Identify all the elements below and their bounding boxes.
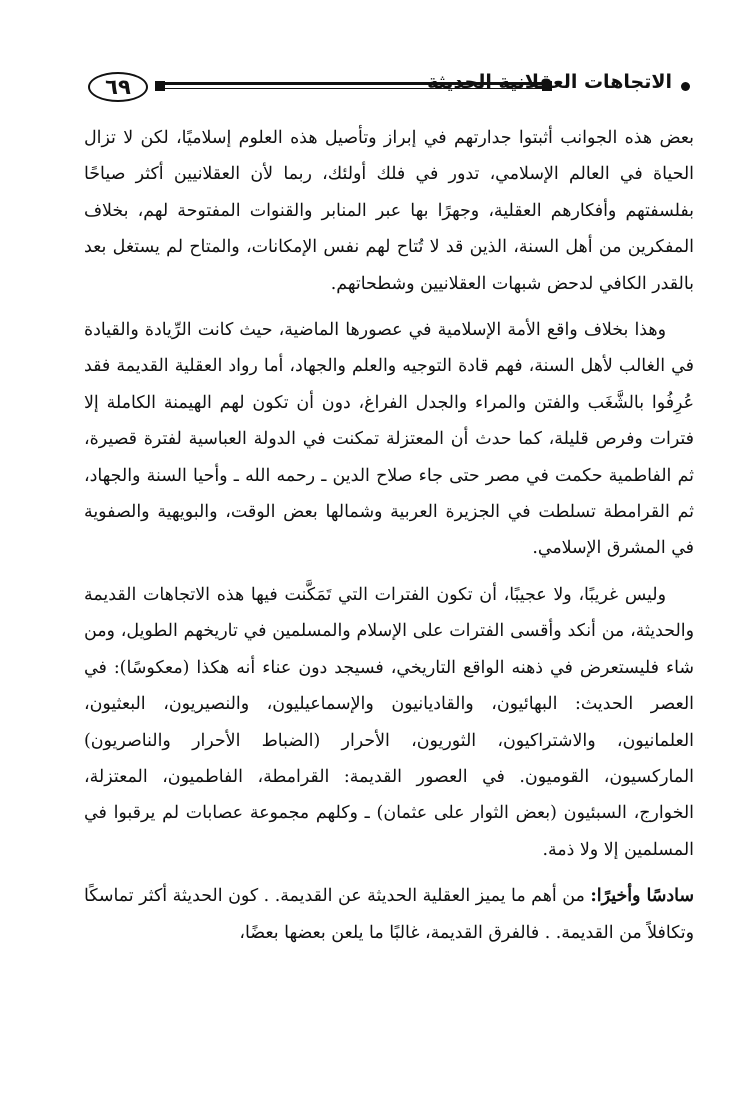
page-number: ٦٩ <box>88 72 148 102</box>
bullet-icon <box>681 82 690 91</box>
paragraph-4-lead: سادسًا وأخيرًا: <box>590 886 694 907</box>
paragraph-3: وليس غريبًا، ولا عجيبًا، أن تكون الفترات التي تَمَكَّنت فيها هذه الاتجاهات القديمة والحديثة، من أنكد وأقسى الفترات على الإسلام والمسلمين في تاريخهم الطويل، ومن شاء فليستعرض في ذهنه الواقع التاريخي، فسيجد دون عناء أنه هكذا (معكوسًا): في العصر الحديث: البهائيون، والقاديانيون والإسماعيليون، والنصيريون، البعثيون، العلمانيون، والاشتراكيون، الثوريون، الأحرار (الضباط الأحرار والناصريون) الماركسيون، القوميون. في العصور القديمة: القرامطة، الفاطميون، المعتزلة، الخوارج، السبئيون (بعض الثوار على عثمان) ـ وكلهم مجموعة عصابات لم يرقبوا في المسلمين إلا ولا ذمة. <box>84 584 694 860</box>
paragraph-1: بعض هذه الجوانب أثبتوا جدارتهم في إبراز وتأصيل هذه العلوم إسلاميًا، لكن لا تزال الحياة في العالم الإسلامي، تدور في فلك أولئك، ربما لأن العقلانيين أكثر صياحًا بفلسفتهم وأفكارهم العقلية، وجهرًا بها عبر المنابر والقنوات المفتوحة لهم، بخلاف المفكرين من أهل السنة، الذين قد لا تُتاح لهم نفس الإمكانات، والمتاح لم يستغل بعد بالقدر الكافي لدحض شبهات العقلانيين وشطحاتهم. <box>84 128 694 294</box>
paragraph-4-text: من أهم ما يميز العقلية الحديثة عن القديمة. . كون الحديثة أكثر تماسكًا وتكافلاً من القديمة. . فالفرق القديمة، غالبًا ما يلعن بعضها بعضًا، <box>83 886 694 943</box>
page-body <box>84 120 694 951</box>
running-title: الاتجاهات العقلانية الحديثة <box>427 71 672 93</box>
running-header <box>88 70 692 110</box>
paragraph-2: وهذا بخلاف واقع الأمة الإسلامية في عصورها الماضية، حيث كانت الرِّيادة والقيادة في الغالب لأهل السنة، فهم قادة التوجيه والعلم والجهاد، أما رواد العقلية القديمة فقد عُرِفُوا بالشَّغَب والفتن والمراء والجدل الفراغ، دون أن تكون لهم الهيمنة الكاملة إلا فترات وفرص قليلة، كما حدث أن المعتزلة تمكنت في الدولة العباسية لفترة قصيرة، ثم الفاطمية حكمت في مصر حتى جاء صلاح الدين ـ رحمه الله ـ وأحيا السنة والجهاد، ثم القرامطة تسلطت في الجزيرة العربية وشمالها بعض الوقت، والبويهية والصفوية في المشرق الإسلامي. <box>84 320 694 559</box>
header-rule-end-left <box>155 81 165 91</box>
paragraph-4 <box>84 878 694 951</box>
